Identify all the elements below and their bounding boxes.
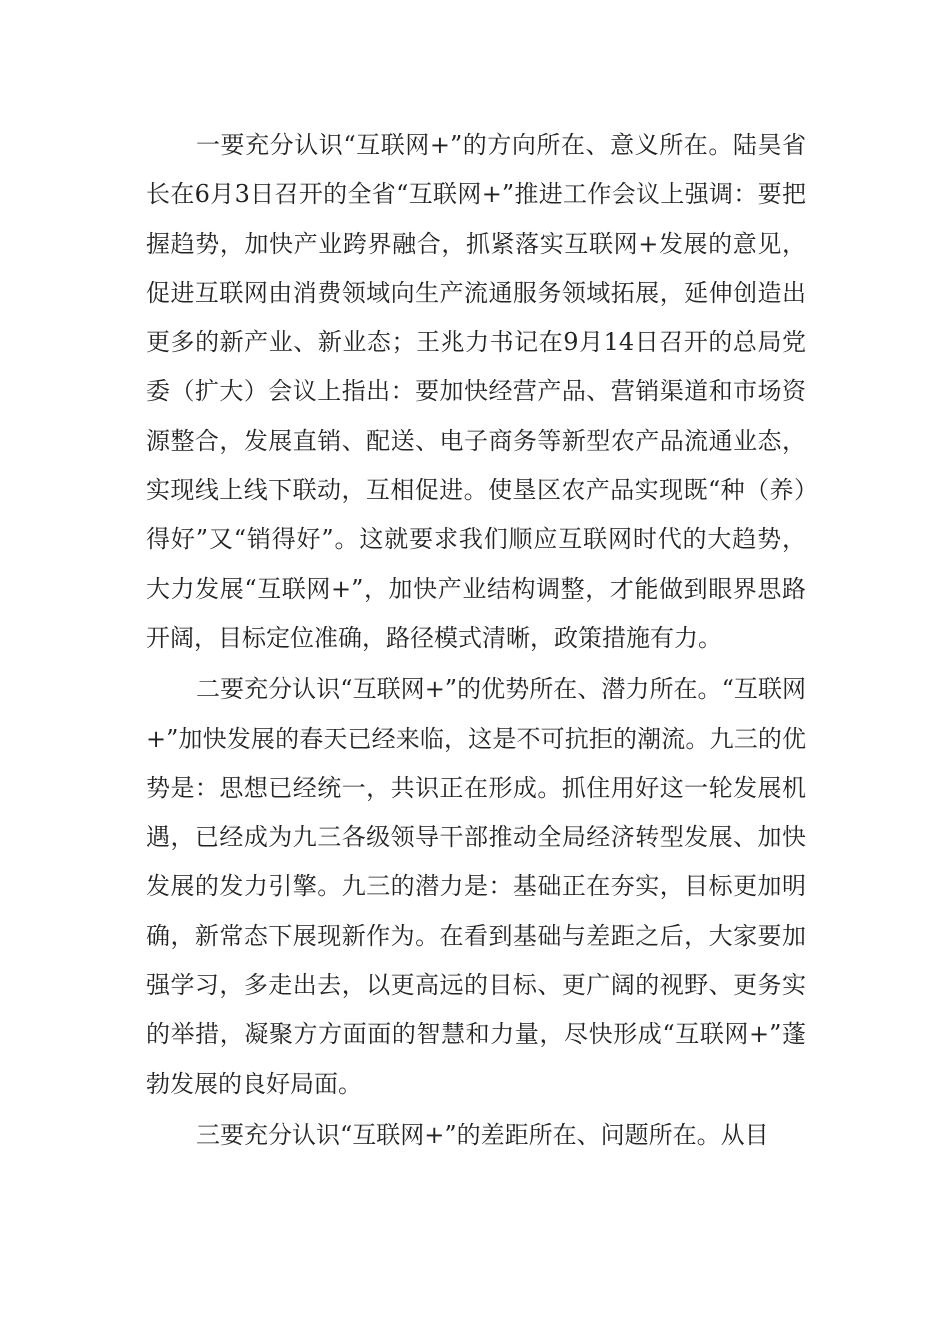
paragraph-lead: 一要充分认识“互联网+”的方向所在、意义所在。 xyxy=(196,131,733,159)
document-body xyxy=(146,121,806,1160)
paragraph-direction-significance xyxy=(146,121,806,663)
paragraph-lead: 三要充分认识“互联网+”的差距所在、问题所在。 xyxy=(196,1120,721,1149)
paragraph-lead: 二要充分认识“互联网+”的优势所在、潜力所在。 xyxy=(196,675,722,704)
paragraph-text: “互联网+”加快发展的春天已经来临，这是不可抗拒的潮流。九三的优势是：思想已经统一，共识正在形成。抓住用好这一轮发展机遇，已经成为九三各级领导干部推动全局经济转型发展、加快发展的发力引擎。九三的潜力是：基础正在夯实，目标更加明确，新常态下展现新作为。在看到基础与差距之后，大家要加强学习，多走出去，以更高远的目标、更广阔的视野、更务实的举措，凝聚方方面面的智慧和力量，尽快形成“互联网+”蓬勃发展的良好局面。 xyxy=(146,675,806,1098)
paragraph-advantages-potential xyxy=(146,665,806,1109)
paragraph-text: 从目 xyxy=(720,1120,769,1149)
paragraph-gaps-problems xyxy=(146,1111,806,1160)
paragraph-text: 陆昊省长在6月3日召开的全省“互联网+”推进工作会议上强调：要把握趋势，加快产业跨界融合，抓紧落实互联网+发展的意见，促进互联网由消费领域向生产流通服务领域拓展，延伸创造出更多的新产业、新业态；王兆力书记在9月14日召开的总局党委（扩大）会议上指出：要加快经营产品、营销渠道和市场资源整合，发展直销、配送、电子商务等新型农产品流通业态，实现线上线下联动，互相促进。使垦区农产品实现既“种（养）得好”又“销得好”。这就要求我们顺应互联网时代的大趋势，大力发展“互联网+”，加快产业结构调整，才能做到眼界思路开阔，目标定位准确，路径模式清晰，政策措施有力。 xyxy=(146,131,807,652)
